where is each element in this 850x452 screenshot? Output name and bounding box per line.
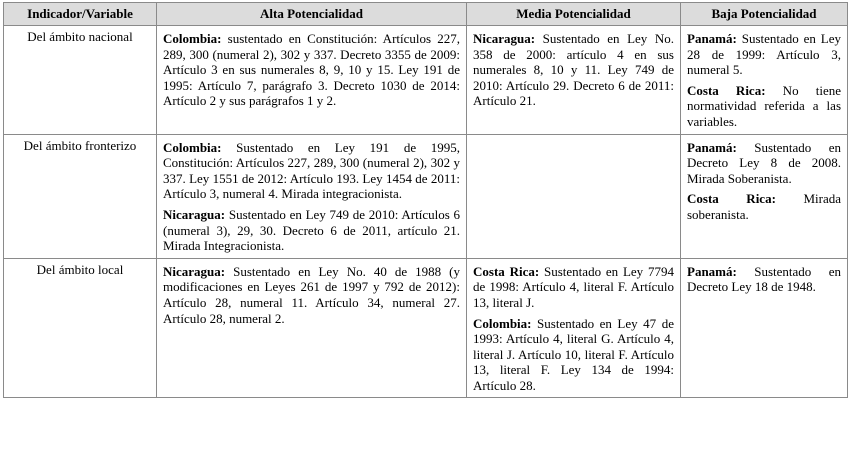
legal-basis-text: Mirada soberanista. [687,191,841,222]
legal-basis-text: Sustentado en Ley 749 de 2010: Artículos 6 (numeral 3), 29, 30. Decreto 6 de 2011, artículo 21. Mirada Integracionista. [163,206,460,254]
header-alta: Alta Potencialidad [157,3,467,26]
country-entry [687,31,841,78]
country-name: Costa Rica: [473,263,540,279]
header-media: Media Potencialidad [467,3,681,26]
country-entry [473,316,674,394]
header-indicator: Indicador/Variable [4,3,157,26]
country-name: Panamá: [687,31,737,46]
indicator-cell: Del ámbito fronterizo [4,134,157,258]
country-entry [687,191,841,222]
country-entry [163,207,460,254]
legal-basis-text: Sustentado en Ley 191 de 1995, Constitución: Artículos 227, 289, 300 (numeral 2), 302 y 337. Ley 1551 de 2012: Artículo 193. Ley 1454 de 2011: Artículo 3, numeral 4. Mirada integracionista. [163,139,460,202]
country-name: Nicaragua: [473,31,536,46]
country-entry [687,83,841,130]
legal-basis-text: Sustentado en Ley 47 de 1993: Artículo 4, literal G. Artículo 4, literal J. Artículo 10, literal F. Artículo 13, literal F. Ley 134 de 1994: Artículo 28. [473,315,674,393]
country-name: Colombia: [473,315,532,331]
header-row [4,3,848,26]
alta-cell [157,134,467,258]
country-entry [163,31,460,109]
alta-cell [157,26,467,135]
legal-basis-text: sustentado en Constitución: Artículos 227, 289, 300 (numeral 2), 302 y 337. Decreto 3355 de 2009: Artículo 3 en sus numerales 8, 9, 10 y 15. Ley 191 de 1995: Artículo 7, parágrafo 3. Decreto 1030 de 2014: Artículo 2 y sus parágrafos 1 y 2. [163,31,460,109]
indicator-cell: Del ámbito nacional [4,26,157,135]
table-row [4,134,848,258]
country-name: Panamá: [687,139,737,155]
baja-cell [681,258,848,398]
legal-basis-text: Sustentado en Decreto Ley 8 de 2008. Mirada Soberanista. [687,139,841,186]
legal-basis-text: Sustentado en Ley No. 40 de 1988 (y modificaciones en Leyes 261 de 1997 y 792 de 2012): Artículo 28, numeral 11. Artículo 34, numeral 27. Artículo 28, numeral 2. [163,263,460,326]
legal-basis-text: Sustentado en Ley No. 358 de 2000: artículo 4 en sus numerales 8, 10 y 11. Ley 749 de 2010: Artículo 29. Decreto 6 de 2011: Artículo 21. [473,31,674,109]
media-cell [467,134,681,258]
media-cell [467,258,681,398]
media-cell [467,26,681,135]
country-name: Colombia: [163,31,222,46]
table-body [4,26,848,398]
indicator-cell: Del ámbito local [4,258,157,398]
potentiality-table [3,2,848,398]
legal-basis-text: Sustentado en Ley 28 de 1999: Artículo 3, numeral 5. [687,31,841,78]
country-entry [163,140,460,202]
table-row [4,258,848,398]
potentiality-table-container [3,2,847,398]
legal-basis-text: No tiene normatividad referida a las variables. [687,82,841,129]
table-row [4,26,848,135]
header-baja: Baja Potencialidad [681,3,848,26]
country-entry [687,140,841,187]
country-entry [687,264,841,295]
baja-cell [681,134,848,258]
country-entry [473,31,674,109]
baja-cell [681,26,848,135]
legal-basis-text: Sustentado en Ley 7794 de 1998: Artículo 4, literal F. Artículo 13, literal J. [473,263,674,310]
country-name: Nicaragua: [163,263,226,279]
country-entry [473,264,674,311]
legal-basis-text: Sustentado en Decreto Ley 18 de 1948. [687,263,841,295]
country-entry [163,264,460,326]
alta-cell [157,258,467,398]
country-name: Costa Rica: [687,82,766,98]
country-name: Panamá: [687,263,737,279]
country-name: Nicaragua: [163,206,226,222]
country-name: Costa Rica: [687,191,776,207]
country-name: Colombia: [163,139,222,155]
